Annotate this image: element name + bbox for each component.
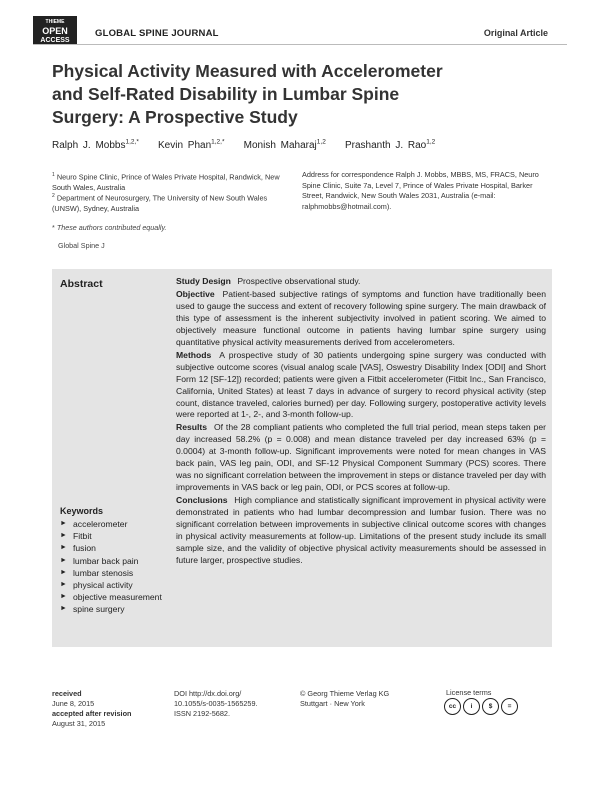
affiliation: $^1$ Neuro Spine Clinic, Prince of Wales Private Hospital, Randwick, New South Wales, Australia (52, 172, 280, 192)
keywords-list (60, 518, 170, 616)
dates-block (52, 689, 132, 729)
abstract-heading: Abstract (60, 278, 103, 290)
bullet-icon: ► (60, 568, 67, 576)
doi-link[interactable]: DOI http://dx.doi.org/ (174, 689, 242, 698)
noderivatives-icon: = (501, 698, 518, 715)
citation: Global Spine J (58, 241, 105, 250)
bullet-icon: ► (60, 593, 67, 601)
abstract-section-methods: Methods A prospective study of 30 patients undergoing spine surgery was conducted with subjective outcome scores (visual analog scale [VAS], Oswestry Disability Index [ODI] and Short Form 12 [SF-12]) recorded; patients were given a Fitbit accelerometer (Fitbit Inc., San Francisco, California, United States) at least 7 days in advance of surgery to record physical activity (step count, distance traveled, calories burned) per day. Following surgery, postoperative activity levels were reported at 1-, 2-, and 3-month follow-up. (176, 349, 546, 420)
keyword-item: ► lumbar stenosis (60, 567, 134, 578)
cc-icon: cc (444, 698, 461, 715)
publisher-block (300, 689, 389, 709)
received-label: received (52, 689, 82, 698)
keyword-item: ► objective measurement (60, 592, 162, 603)
correspondence-label: Address for correspondence (302, 170, 394, 179)
author-list (52, 139, 435, 151)
article-type: Original Article (483, 28, 548, 38)
equal-contribution-note: * These authors contributed equally. (52, 223, 167, 232)
bullet-icon: ► (60, 556, 67, 564)
article-title: Physical Activity Measured with Accelerometer and Self-Rated Disability in Lumbar Spine Surgery: A Prospective Study (52, 61, 443, 127)
logo-line-3: ACCESS (40, 37, 70, 44)
abstract-section-results: Results Of the 28 compliant patients who completed the full trial period, mean steps taken per day increased 58.2% (p = 0.008) and mean distance traveled per day increased 63% (p = 0.0004) at 3-month follow-up. Significant improvements were noted for mean changes in VAS back pain, VAS leg pain, ODI, and SF-12 Physical Component Summary (PCS) scores. There was no significant correlation between the improvement in steps or distance traveled per day with improvements in VAS back or leg pain, ODI, or PCS scores at follow-up. (176, 422, 546, 493)
license-icons[interactable] (444, 698, 518, 715)
journal-name: GLOBAL SPINE JOURNAL (95, 28, 219, 39)
keyword-item: ► lumbar back pain (60, 555, 139, 566)
issn: ISSN 2192-5682. (174, 709, 230, 718)
bullet-icon: ► (60, 520, 67, 527)
doi-value: 10.1055/s-0035-1565259. (174, 699, 258, 708)
bullet-icon: ► (60, 544, 67, 552)
header-rule (33, 44, 567, 45)
abstract-section-study-design: Study Design Prospective observational study. (176, 276, 361, 286)
keyword-item: ► physical activity (60, 580, 133, 591)
author: Kevin Phan$^{1,2,*}$ (157, 139, 225, 152)
correspondence-text: Ralph J. Mobbs, MBBS, MS, FRACS, Neuro Spine Clinic, Suite 7a, Level 7, Prince of Wales Private Hospital, Barker Street, Randwick, New South Wales 2031, Australia (e-mail: ralphmobbs@hotmail.com). (302, 170, 539, 211)
keyword-item: ► fusion (60, 543, 96, 554)
received-date: June 8, 2015 (52, 699, 95, 708)
logo-line-1: THIEME (45, 19, 65, 25)
abstract-body (176, 276, 546, 568)
license-label: License terms (446, 688, 492, 697)
affiliation: $^2$ Department of Neurosurgery, The University of New South Wales (UNSW), Sydney, Australia (52, 193, 268, 213)
noncommercial-icon: $ (482, 698, 499, 715)
bullet-icon: ► (60, 605, 67, 613)
attribution-icon: i (463, 698, 480, 715)
author: Monish Maharaj$^{1,2}$ (243, 139, 326, 152)
bullet-icon: ► (60, 581, 67, 589)
keyword-item: ► accelerometer (60, 519, 128, 529)
keywords-heading: Keywords (60, 506, 104, 516)
logo-line-2: OPEN (42, 26, 68, 36)
copyright: © Georg Thieme Verlag KG (300, 689, 390, 698)
author: Prashanth J. Rao$^{1,2}$ (344, 139, 436, 152)
keyword-item: ► Fitbit (60, 531, 92, 542)
accepted-label: accepted after revision (52, 709, 132, 718)
doi-block (174, 689, 258, 719)
author: Ralph J. Mobbs$^{1,2,*}$ (52, 139, 139, 152)
abstract-section-conclusions: Conclusions High compliance and statistically significant improvement in physical activity were demonstrated in patients who had lumbar decompression and lumbar fusion. There was no significant correlation between improvements in subjective clinical outcome scores with changes in physical activity measurements at follow-up. Limitations of the present study include its small sample size, and the validity of objective physical activity measurements should be assessed in future larger, prospective studies. (176, 495, 547, 565)
accepted-date: August 31, 2015 (52, 719, 106, 728)
publisher-location: Stuttgart · New York (300, 699, 365, 708)
correspondence-address (302, 170, 550, 212)
bullet-icon: ► (60, 532, 67, 540)
keyword-item: ► spine surgery (60, 604, 125, 615)
abstract-section-objective: Objective Patient-based subjective ratings of symptoms and function have traditionally been used to gauge the success and extent of recovery following spine surgery. The main drawback of this type of assessment is the inherent subjectivity involved in patient scoring. We aimed to objectively measure functional outcome in patients having lumbar spine surgery using quantitative physical activity measurements derived from accelerometers. (176, 288, 546, 347)
open-access-logo (33, 16, 77, 45)
